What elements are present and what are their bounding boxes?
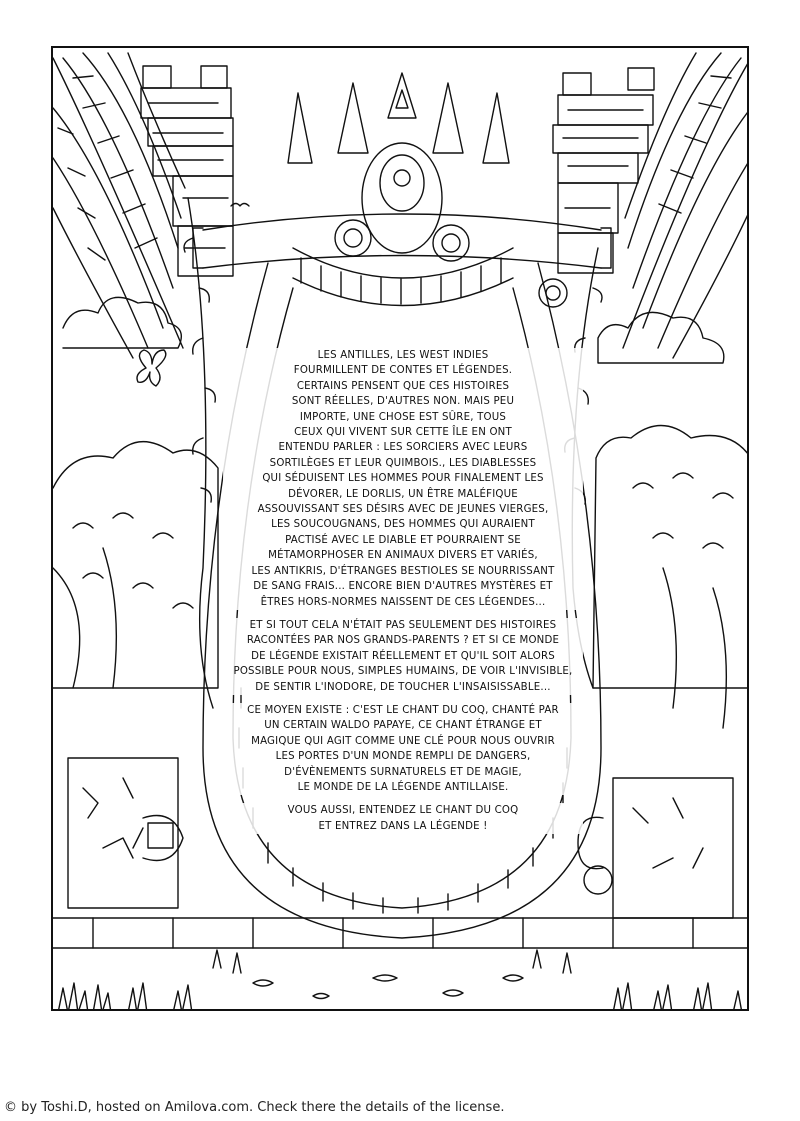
- butterfly-icon: [137, 350, 166, 386]
- story-line: LES ANTIKRIS, D'ÉTRANGES BESTIOLES SE NOURRISSANT: [223, 564, 583, 579]
- story-paragraph: [223, 348, 583, 610]
- story-line: LE MONDE DE LA LÉGENDE ANTILLAISE.: [223, 780, 583, 795]
- temple-lintel-icon: [193, 214, 611, 307]
- story-line: MÉTAMORPHOSER EN ANIMAUX DIVERS ET VARIÉS,: [223, 548, 583, 563]
- story-line: DE SANG FRAIS... ENCORE BIEN D'AUTRES MYSTÈRES ET: [223, 579, 583, 594]
- jungle-bushes-left-icon: [53, 442, 218, 688]
- story-line: DÉVORER, LE DORLIS, UN ÊTRE MALÉFIQUE: [223, 487, 583, 502]
- story-line: ASSOUVISSANT SES DÉSIRS AVEC DE JEUNES VIERGES,: [223, 502, 583, 517]
- story-line: DE SENTIR L'INODORE, DE TOUCHER L'INSAISISSABLE...: [223, 680, 583, 695]
- cloud-right-icon: [598, 312, 724, 363]
- story-line: CE MOYEN EXISTE : C'EST LE CHANT DU COQ, CHANTÉ PAR: [223, 703, 583, 718]
- cloud-left-icon: [63, 297, 181, 348]
- license-credit: © by Toshi.D, hosted on Amilova.com. Check there the details of the license.: [4, 1100, 505, 1115]
- story-line: LES PORTES D'UN MONDE REMPLI DE DANGERS,: [223, 749, 583, 764]
- story-line: ET SI TOUT CELA N'ÉTAIT PAS SEULEMENT DES HISTOIRES: [223, 618, 583, 633]
- story-line: SONT RÉELLES, D'AUTRES NON. MAIS PEU: [223, 394, 583, 409]
- comic-panel: [51, 46, 749, 1011]
- grass-ground-icon: [58, 950, 742, 1011]
- ruin-block-right-icon: [578, 778, 733, 918]
- story-line: CERTAINS PENSENT QUE CES HISTOIRES: [223, 379, 583, 394]
- story-line: UN CERTAIN WALDO PAPAYE, CE CHANT ÉTRANGE ET: [223, 718, 583, 733]
- jungle-bushes-right-icon: [593, 426, 749, 729]
- story-line: LES ANTILLES, LES WEST INDIES: [223, 348, 583, 363]
- story-line: CEUX QUI VIVENT SUR CETTE ÎLE EN ONT: [223, 425, 583, 440]
- story-line: VOUS AUSSI, ENTENDEZ LE CHANT DU COQ: [223, 803, 583, 818]
- story-line: ENTENDU PARLER : LES SORCIERS AVEC LEURS: [223, 440, 583, 455]
- story-text-block: [223, 348, 583, 842]
- story-paragraph: [223, 618, 583, 695]
- story-line: PACTISÉ AVEC LE DIABLE ET POURRAIENT SE: [223, 533, 583, 548]
- pillar-left-icon: [141, 66, 233, 276]
- palm-left-icon: [53, 53, 185, 358]
- idol-head-icon: [288, 73, 513, 306]
- story-line: ET ENTREZ DANS LA LÉGENDE !: [223, 819, 583, 834]
- story-paragraph: [223, 703, 583, 795]
- story-line: ÊTRES HORS-NORMES NAISSENT DE CES LÉGENDES...: [223, 595, 583, 610]
- story-line: RACONTÉES PAR NOS GRANDS-PARENTS ? ET SI CE MONDE: [223, 633, 583, 648]
- story-line: SORTILÈGES ET LEUR QUIMBOIS., LES DIABLESSES: [223, 456, 583, 471]
- story-line: QUI SÉDUISENT LES HOMMES POUR FINALEMENT LES: [223, 471, 583, 486]
- story-line: FOURMILLENT DE CONTES ET LÉGENDES.: [223, 363, 583, 378]
- ruin-block-left-icon: [68, 758, 183, 908]
- story-line: IMPORTE, UNE CHOSE EST SÛRE, TOUS: [223, 410, 583, 425]
- story-line: MAGIQUE QUI AGIT COMME UNE CLÉ POUR NOUS OUVRIR: [223, 734, 583, 749]
- pillar-right-icon: [553, 68, 654, 273]
- story-line: D'ÉVÈNEMENTS SURNATURELS ET DE MAGIE,: [223, 765, 583, 780]
- stone-wall-icon: [53, 918, 749, 948]
- palm-right-icon: [623, 53, 749, 358]
- story-line: DE LÉGENDE EXISTAIT RÉELLEMENT ET QU'IL SOIT ALORS: [223, 649, 583, 664]
- story-line: LES SOUCOUGNANS, DES HOMMES QUI AURAIENT: [223, 517, 583, 532]
- story-paragraph: [223, 803, 583, 834]
- story-line: POSSIBLE POUR NOUS, SIMPLES HUMAINS, DE VOIR L'INVISIBLE,: [223, 664, 583, 679]
